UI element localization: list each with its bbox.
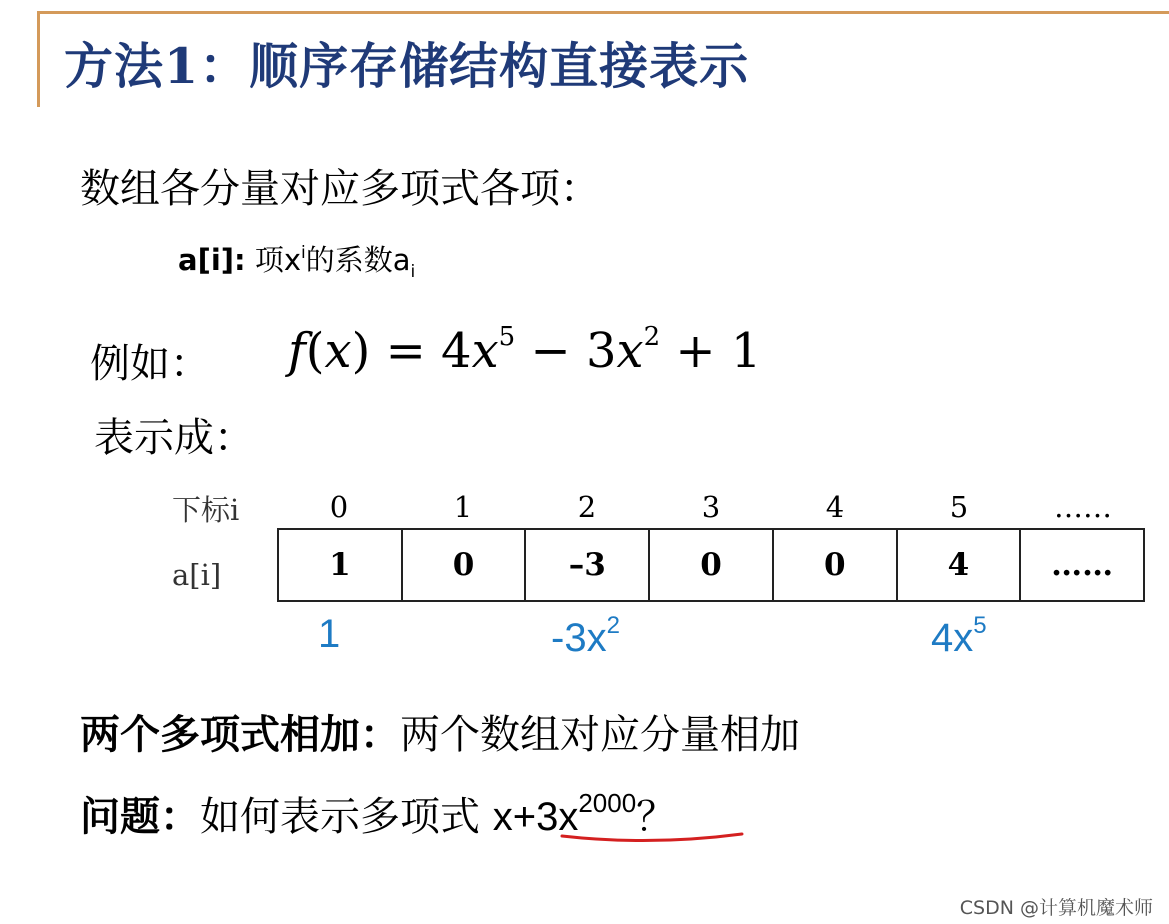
array-cell: –3 xyxy=(526,530,650,600)
question-tail: ？ xyxy=(636,794,677,840)
definition-label: a[i]: xyxy=(178,243,246,277)
term-x2-exp: 2 xyxy=(606,612,620,639)
array-row-label: a[i] xyxy=(172,558,222,592)
section-heading: 数组各分量对应多项式各项： xyxy=(80,166,600,212)
term-x5-base: 4x xyxy=(931,616,974,660)
definition-superscript: i xyxy=(301,243,306,263)
formula-exp1: 5 xyxy=(498,322,516,352)
watermark: CSDN @计算机魔术师 xyxy=(959,897,1153,919)
index-cell: 1 xyxy=(453,490,473,524)
term-x5-exp: 5 xyxy=(973,612,987,639)
formula-x-term1: x xyxy=(471,323,499,379)
index-cell: 5 xyxy=(949,490,969,524)
formula-f: f xyxy=(288,323,306,379)
formula-mid: ) = 4 xyxy=(351,323,472,379)
index-cell: 3 xyxy=(701,490,721,524)
term-x2-base: -3x xyxy=(551,616,607,660)
index-row-label: 下标i xyxy=(172,493,240,527)
addition-label: 两个多项式相加： xyxy=(80,712,400,758)
represent-label: 表示成： xyxy=(94,415,254,461)
definition-text-after: 的系数a xyxy=(305,243,411,277)
index-cell: …… xyxy=(1054,490,1112,524)
definition-subscript: i xyxy=(410,262,416,282)
array-cell: 0 xyxy=(774,530,898,600)
formula-exp2: 2 xyxy=(643,322,661,352)
array-cell: 4 xyxy=(898,530,1022,600)
term-constant: 1 xyxy=(318,612,341,656)
addition-text: 两个数组对应分量相加 xyxy=(400,712,800,758)
question-label: 问题： xyxy=(80,794,200,840)
question-poly-base: x+3x xyxy=(492,795,579,839)
slide-title: 方法1：顺序存储结构直接表示 xyxy=(64,37,750,95)
formula-open: ( xyxy=(305,323,325,379)
array-cell: …… xyxy=(1051,547,1114,583)
index-cell: 0 xyxy=(329,490,349,524)
index-cell: 2 xyxy=(577,490,597,524)
index-cell: 4 xyxy=(825,490,845,524)
question-text: 如何表示多项式 xyxy=(200,794,480,840)
array-cell: 0 xyxy=(403,530,527,600)
formula-end: + 1 xyxy=(660,323,762,379)
question-poly-exp: 2000 xyxy=(578,788,637,818)
array-cell: 1 xyxy=(279,530,403,600)
example-label: 例如： xyxy=(90,341,210,387)
definition-text-before: 项x xyxy=(254,243,302,277)
array-cell: 0 xyxy=(650,530,774,600)
formula-minus: − 3 xyxy=(515,323,617,379)
formula-x: x xyxy=(324,323,352,379)
formula-x-term2: x xyxy=(616,323,644,379)
